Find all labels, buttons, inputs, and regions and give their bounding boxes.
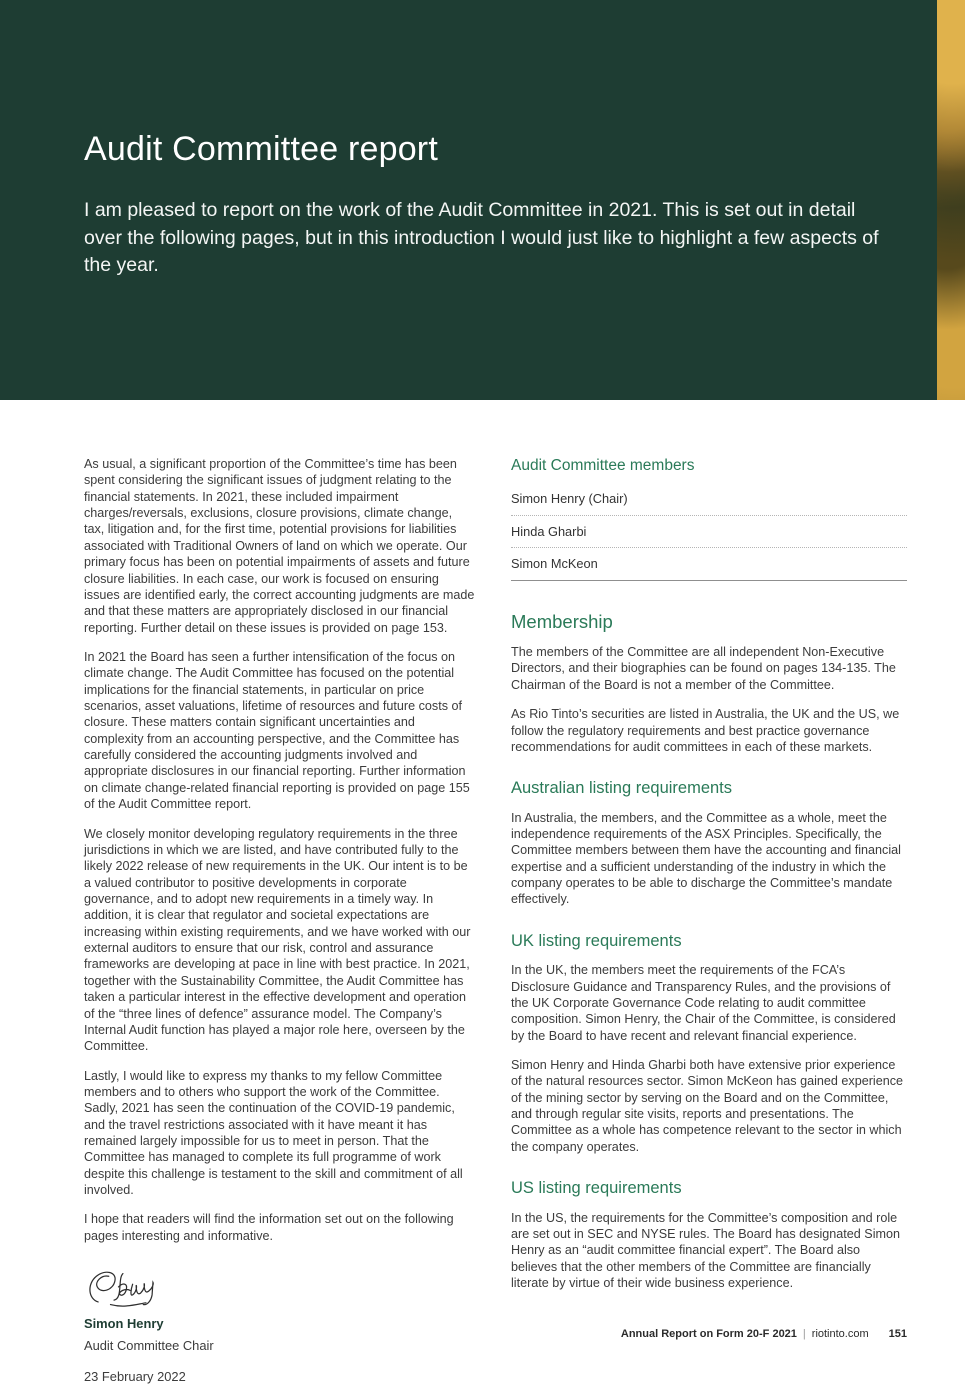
signatory-name: Simon Henry bbox=[84, 1316, 164, 1332]
section-heading: Australian listing requirements bbox=[511, 779, 733, 798]
section-heading: UK listing requirements bbox=[511, 931, 682, 950]
member-item: Hinda Gharbi bbox=[511, 516, 907, 549]
signature-image bbox=[84, 1262, 168, 1310]
body-paragraph: In Australia, the members, and the Committee as a whole, meet the independence requirements of the ASX Principles. Specifically, the Committee members between them have the accounting and financial expertise and a sufficient understanding of the industry in which the company operates to be able to discharge the Committee’s mandate effectively. bbox=[511, 810, 901, 907]
body-paragraph: In the US, the requirements for the Committee’s composition and role are set out in SEC and NYSE rules. The Board has designated Simon Henry as an “audit committee financial expert”. The Board also believes that the other members of the Committee are financially literate by virtue of their wide business experience. bbox=[511, 1210, 900, 1291]
body-paragraph: Lastly, I would like to express my thanks to my fellow Committee members and to others who support the work of the Committee. Sadly, 2021 has seen the continuation of the COVID-19 pandemic, and the travel restrictions associated with it have meant it has remained largely impossible for us to meet in person. That the Committee has managed to complete its full programme of work despite this challenge is testament to the skill and commitment of all involved. bbox=[84, 1068, 463, 1198]
header-banner bbox=[0, 0, 965, 400]
right-column bbox=[511, 456, 907, 1385]
left-column bbox=[84, 456, 475, 1385]
body-paragraph: I hope that readers will find the information set out on the following pages interesting and informative. bbox=[84, 1212, 454, 1243]
body-paragraph: In the UK, the members meet the requirements of the FCA’s Disclosure Guidance and Transparency Rules, and the provisions of the UK Corporate Governance Code relating to audit committee composition. Simon Henry, the Chair of the Committee, is considered by the Board to have recent and relevant financial experience. bbox=[511, 963, 896, 1043]
signatory-role: Audit Committee Chair bbox=[84, 1337, 214, 1353]
body-paragraph: We closely monitor developing regulatory requirements in the three jurisdictions in which we are listed, and have contributed fully to the likely 2022 release of new requirements in the UK. Our intent is to be a valued contributor to positive developments in corporate governance, and to adopt new requirements in a timely way. In addition, it is clear that regulator and societal expectations are increasing within existing requirements, and we have worked with our external auditors to ensure that our risk, control and assurance frameworks are developing at pace in line with best practice. In 2021, together with the Sustainability Committee, the Audit Committee has taken a particular interest in the effective development and operation of the “three lines of defence” assurance model. The Company’s Internal Audit function has played a major role here, overseen by the Committee. bbox=[84, 826, 471, 1054]
section-us-listing bbox=[511, 1178, 907, 1291]
members-panel bbox=[511, 456, 907, 581]
section-heading: Membership bbox=[511, 611, 613, 633]
footer-report-title: Annual Report on Form 20-F 2021 bbox=[620, 1328, 797, 1340]
page-footer bbox=[621, 1328, 907, 1340]
section-uk-listing bbox=[511, 931, 907, 1155]
decorative-texture-photo bbox=[937, 0, 965, 400]
section-heading: US listing requirements bbox=[511, 1179, 682, 1198]
body-paragraph: In 2021 the Board has seen a further intensification of the focus on climate change. The Audit Committee has focused on the potential implications for the financial statements, in particular on price scenarios, asset valuations, lifetime of resources and future costs of closure. These matters contain significant uncertainties and complexity from an accounting perspective, and the Committee has carefully considered the accounting judgments involved and appropriate disclosures in our financial reporting. Further information on climate change-related financial reporting is provided on page 155 of the Audit Committee report. bbox=[84, 649, 470, 812]
footer-page-number: 151 bbox=[888, 1328, 907, 1340]
header-content bbox=[0, 0, 965, 280]
signature-date: 23 February 2022 bbox=[84, 1368, 186, 1384]
footer-separator: | bbox=[802, 1328, 806, 1340]
signature-block bbox=[84, 1262, 475, 1385]
members-list bbox=[511, 483, 907, 581]
members-heading: Audit Committee members bbox=[511, 457, 695, 474]
page-body bbox=[0, 400, 965, 1385]
member-item: Simon McKeon bbox=[511, 548, 907, 581]
page-title: Audit Committee report bbox=[84, 130, 438, 168]
intro-paragraph: I am pleased to report on the work of the Audit Committee in 2021. This is set out in detail over the following pages, but in this introduction I would just like to highlight a few aspects of the year. bbox=[84, 199, 879, 277]
body-paragraph: Simon Henry and Hinda Gharbi both have extensive prior experience of the natural resources sector. Simon McKeon has gained experience of the mining sector by serving on the Board and on the Committee, and through regular site visits, reports and presentations. The Committee as a whole has competence relevant to the sector in which the company operates. bbox=[511, 1058, 904, 1154]
member-item: Simon Henry (Chair) bbox=[511, 483, 907, 516]
body-paragraph: The members of the Committee are all independent Non-Executive Directors, and their biographies can be found on pages 134-135. The Chairman of the Board is not a member of the Committee. bbox=[511, 645, 896, 692]
body-paragraph: As usual, a significant proportion of the Committee’s time has been spent considering the significant issues of judgment relating to the financial statements. In 2021, these included impairment charges/reversals, exclusions, closure provisions, climate change, tax, litigation and, for the first time, potential provisions for liabilities associated with Traditional Owners of land on which we operate. Our primary focus has been on potential impairments of assets and future closure liabilities. In each case, our work is focused on ensuring issues are identified early, the correct accounting judgments are made and that these matters are appropriately disclosed in our financial reporting. Further detail on these issues is provided on page 153. bbox=[84, 457, 475, 635]
section-australian-listing bbox=[511, 778, 907, 908]
section-membership bbox=[511, 610, 907, 755]
footer-site: riotinto.com bbox=[811, 1328, 869, 1340]
body-paragraph: As Rio Tinto’s securities are listed in Australia, the UK and the US, we follow the regulatory requirements and best practice governance recommendations for audit committees in each of these markets. bbox=[511, 707, 900, 754]
